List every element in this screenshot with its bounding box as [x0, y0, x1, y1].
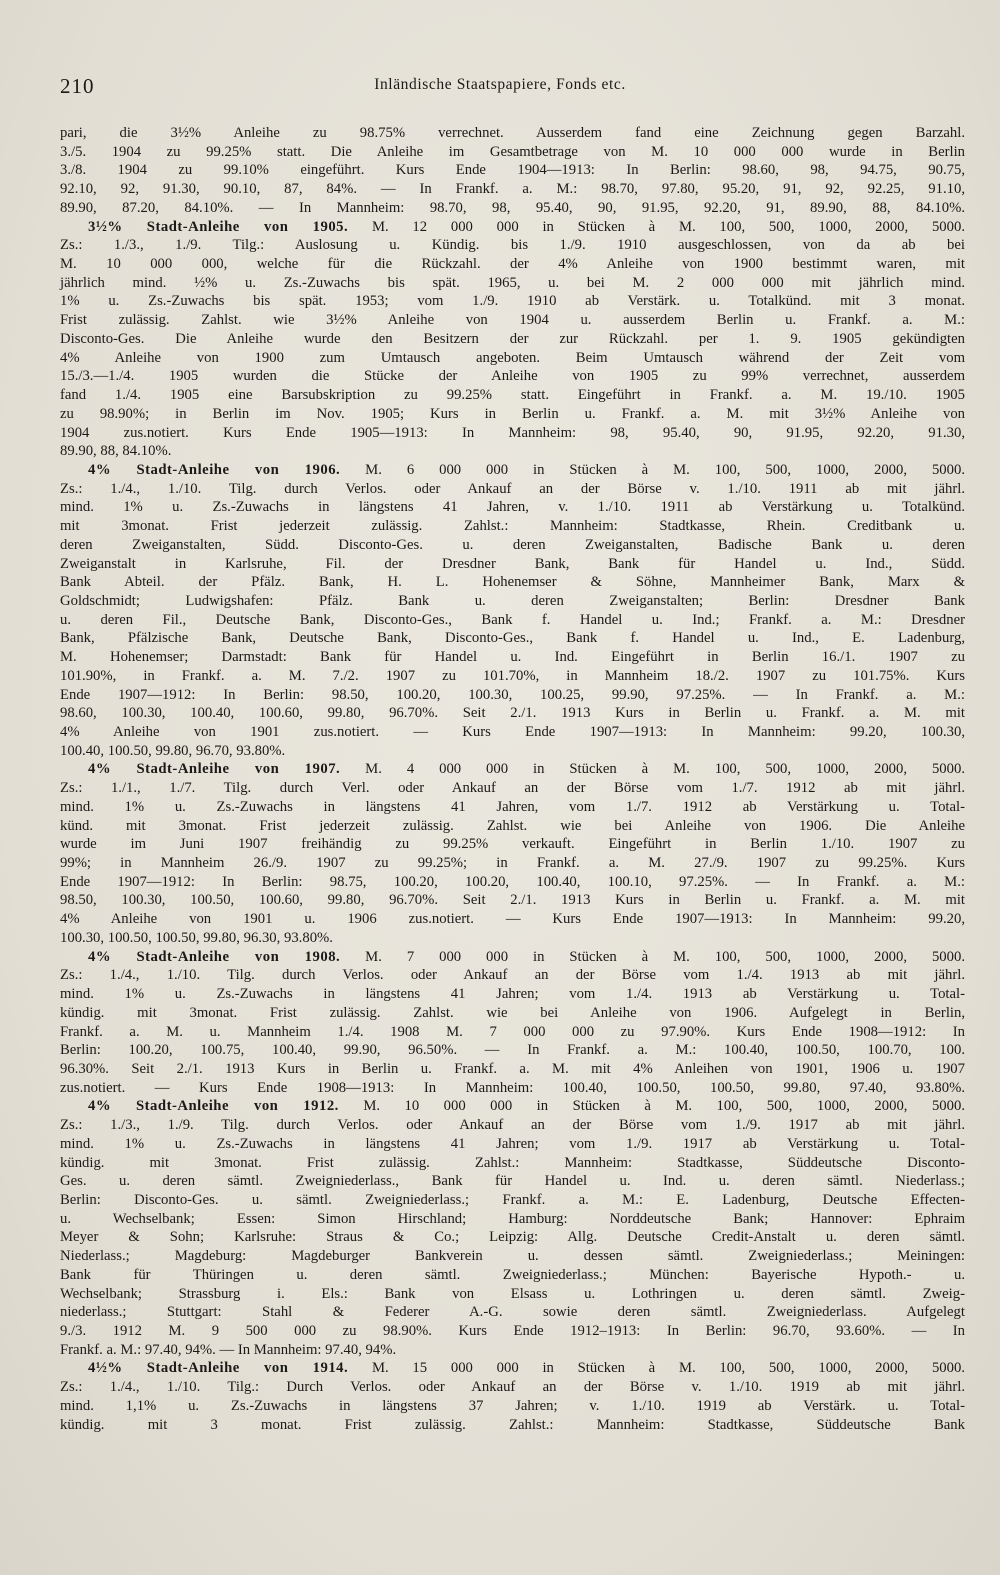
text-line	[60, 1191, 965, 1210]
text-run: deren Zweiganstalten, Südd. Disconto-Ges. u. deren Zweiganstalten, Badische Bank u. deren	[60, 536, 965, 553]
text-run: mind. 1% u. Zs.-Zuwachs in längstens 41 Jahren, v. 1./10. 1911 ab Verstärkung u. Totalkünd.	[60, 499, 965, 516]
text-line	[60, 1397, 965, 1416]
text-line	[60, 817, 965, 836]
text-line	[60, 779, 965, 798]
text-line	[60, 555, 965, 574]
text-line	[60, 1135, 965, 1154]
text-run: mind. 1% u. Zs.-Zuwachs in längstens 41 Jahren; vom 1./4. 1913 ab Verstärkung u. Total-	[60, 986, 965, 1003]
text-run: 4% Anleihe von 1901 zus.notiert. — Kurs Ende 1907—1913: In Mannheim: 99.20, 100.30,	[60, 724, 965, 740]
text-run: M. 15 000 000 in Stücken à M. 100, 500, 1000, 2000, 5000.	[348, 1360, 965, 1377]
text-line	[60, 311, 965, 330]
text-run: Berlin: 100.20, 100.75, 100.40, 99.90, 96.50%. — In Frankf. a. M.: 100.40, 100.50, 100.70, 100.	[60, 1042, 965, 1059]
text-line	[60, 161, 965, 180]
text-line	[60, 1341, 965, 1360]
text-run: 4% Anleihe von 1900 zum Umtausch angeboten. Beim Umtausch während der Zeit vom	[60, 349, 965, 366]
text-run: 4% Anleihe von 1901 u. 1906 zus.notiert. — Kurs Ende 1907—1913: In Mannheim: 99.20,	[60, 911, 965, 928]
text-run: 89.90, 88, 84.10%.	[60, 443, 172, 460]
text-line	[60, 1210, 965, 1229]
text-line	[60, 1041, 965, 1060]
text-run: 92.10, 92, 91.30, 90.10, 87, 84%. — In Frankf. a. M.: 98.70, 97.80, 95.20, 91, 92, 92.25, 91.10,	[60, 181, 965, 198]
text-run: 1% u. Zs.-Zuwachs bis spät. 1953; vom 1./9. 1910 ab Verstärk. u. Totalkünd. mit 3 monat.	[60, 293, 965, 310]
text-line	[60, 929, 965, 948]
loan-heading: 4% Stadt-Anleihe von 1907.	[88, 761, 341, 778]
text-line	[60, 686, 965, 705]
text-line	[60, 742, 965, 761]
loan-heading: 4½% Stadt-Anleihe von 1914.	[88, 1360, 349, 1377]
text-line	[60, 480, 965, 499]
text-line	[60, 1023, 965, 1042]
text-run: M. Hohenemser; Darmstadt: Bank für Handel u. Ind. Eingeführt in Berlin 16./1. 1907 zu	[60, 649, 965, 666]
text-run: mit 3monat. Frist jederzeit zulässig. Zahlst.: Mannheim: Stadtkasse, Rhein. Creditbank u.	[60, 518, 965, 535]
body-text	[60, 124, 965, 1434]
text-run: Disconto-Ges. Die Anleihe wurde den Besitzern der zur Rückzahl. per 1. 9. 1905 gekündigten	[60, 330, 965, 347]
text-line	[60, 330, 965, 349]
text-line	[60, 1079, 965, 1098]
text-run: Ende 1907—1912: In Berlin: 98.50, 100.20, 100.30, 100.25, 99.90, 97.25%. — In Frankf. a. M.:	[60, 686, 965, 703]
text-line	[60, 517, 965, 536]
text-run: 3./5. 1904 zu 99.25% statt. Die Anleihe im Gesamtbetrage von M. 10 000 000 wurde in Berlin	[60, 143, 965, 160]
section-first-line	[60, 461, 965, 480]
text-line	[60, 966, 965, 985]
text-run: wurde im Juni 1907 freihändig zu 99.25% verkauft. Eingeführt in Berlin 1./10. 1907 zu	[60, 836, 965, 853]
text-run: 1904 zus.notiert. Kurs Ende 1905—1913: In Mannheim: 98, 95.40, 90, 91.95, 92.20, 91.30,	[60, 424, 965, 441]
text-run: jährlich mind. ½% u. Zs.-Zuwachs bis spät. 1965, u. bei M. 2 000 000 mit jährlich mind.	[60, 274, 965, 291]
text-line	[60, 143, 965, 162]
text-run: 101.90%, in Frankf. a. M. 7./2. 1907 zu 101.70%, in Mannheim 18./2. 1907 zu 101.75%. Kurs	[60, 667, 965, 684]
text-run: 9./3. 1912 M. 9 500 000 zu 98.90%. Kurs Ende 1912–1913: In Berlin: 96.70, 93.60%. — In	[60, 1323, 965, 1339]
text-run: mind. 1,1% u. Zs.-Zuwachs in längstens 37 Jahren; v. 1./10. 1919 ab Verstärk. u. Total-	[60, 1397, 965, 1414]
running-head: Inländische Staatspapiere, Fonds etc.	[374, 76, 626, 93]
text-run: M. 12 000 000 in Stücken à M. 100, 500, 1000, 2000, 5000.	[348, 218, 965, 235]
text-line	[60, 835, 965, 854]
text-run: 98.50, 100.30, 100.50, 100.60, 99.80, 96.70%. Seit 2./1. 1913 Kurs in Berlin u. Frankf. a. M. mit	[60, 892, 965, 909]
text-run: Frist zulässig. Zahlst. wie 3½% Anleihe von 1904 u. ausserdem Berlin u. Frankf. a. M.:	[60, 312, 965, 329]
text-line	[60, 985, 965, 1004]
section-first-line	[60, 218, 965, 237]
text-run: M. 7 000 000 in Stücken à M. 100, 500, 1000, 2000, 5000.	[340, 948, 965, 965]
text-line	[60, 1172, 965, 1191]
text-run: Zs.: 1./3., 1./9. Tilg. durch Verlos. oder Ankauf an der Börse vom 1./9. 1917 ab mit jährl.	[60, 1117, 965, 1134]
text-run: u. deren Fil., Deutsche Bank, Disconto-Ges., Bank f. Handel u. Ind.; Frankf. a. M.: Dresdner	[60, 611, 965, 628]
text-run: Ende 1907—1912: In Berlin: 98.75, 100.20, 100.20, 100.40, 100.10, 97.25%. — In Frankf. a. M.:	[60, 873, 965, 890]
text-run: Goldschmidt; Ludwigshafen: Pfälz. Bank u. deren Zweiganstalten; Berlin: Dresdner Bank	[60, 592, 965, 609]
text-line	[60, 1303, 965, 1322]
text-line	[60, 180, 965, 199]
text-run: Berlin: Disconto-Ges. u. sämtl. Zweigniederlass.; Frankf. a. M.: E. Ladenburg, Deutsche Effecten-	[60, 1191, 965, 1208]
text-run: Ges. u. deren sämtl. Zweigniederlass., Bank für Handel u. Ind. u. deren sämtl. Niederlass.;	[60, 1173, 965, 1190]
text-line	[60, 611, 965, 630]
text-run: mind. 1% u. Zs.-Zuwachs in längstens 41 Jahren; vom 1./9. 1917 ab Verstärkung u. Total-	[60, 1135, 965, 1152]
text-run: 100.30, 100.50, 100.50, 99.80, 96.30, 93.80%.	[60, 929, 333, 946]
text-run: M. 4 000 000 in Stücken à M. 100, 500, 1000, 2000, 5000.	[340, 761, 965, 778]
text-run: Frankf. a. M. u. Mannheim 1./4. 1908 M. 7 000 000 zu 97.90%. Kurs Ende 1908—1912: In	[60, 1023, 965, 1040]
text-line	[60, 891, 965, 910]
loan-heading: 3½% Stadt-Anleihe von 1905.	[88, 218, 349, 235]
text-run: Zweiganstalt in Karlsruhe, Fil. der Dresdner Bank, Bank für Handel u. Ind., Südd.	[60, 555, 965, 572]
text-run: Wechselbank; Strassburg i. Els.: Bank von Elsass u. Lothringen u. deren sämtl. Zweig-	[60, 1285, 965, 1302]
text-line	[60, 124, 965, 143]
text-run: 3./8. 1904 zu 99.10% eingeführt. Kurs Ende 1904—1913: In Berlin: 98.60, 98, 94.75, 90.75,	[60, 162, 965, 179]
text-line	[60, 1228, 965, 1247]
text-line	[60, 1116, 965, 1135]
text-line	[60, 349, 965, 368]
section-first-line	[60, 760, 965, 779]
text-run: fand 1./4. 1905 eine Barsubskription zu 99.25% statt. Eingeführt in Frankf. a. M. 19./10. 1905	[60, 387, 965, 404]
text-line	[60, 274, 965, 293]
page-header	[60, 74, 940, 98]
text-run: Zs.: 1./4., 1./10. Tilg. durch Verlos. oder Ankauf an der Börse v. 1./10. 1911 ab mit jährl.	[60, 480, 965, 497]
text-line	[60, 1266, 965, 1285]
text-run: 89.90, 87.20, 84.10%. — In Mannheim: 98.70, 98, 95.40, 90, 91.95, 92.20, 91, 89.90, 88, 84.10%.	[60, 199, 965, 216]
text-run: Bank Abteil. der Pfälz. Bank, H. L. Hohenemser & Söhne, Mannheimer Bank, Marx &	[60, 574, 965, 591]
text-line	[60, 424, 965, 443]
loan-heading: 4% Stadt-Anleihe von 1912.	[88, 1098, 339, 1115]
text-run: M. 6 000 000 in Stücken à M. 100, 500, 1000, 2000, 5000.	[340, 461, 965, 478]
text-run: kündig. mit 3monat. Frist zulässig. Zahlst. wie bei Anleihe von 1906. Aufgelegt in Berlin,	[60, 1004, 965, 1021]
text-line	[60, 236, 965, 255]
text-run: Zs.: 1./3., 1./9. Tilg.: Auslosung u. Kündig. bis 1./9. 1910 ausgeschlossen, von da ab bei	[60, 237, 965, 254]
text-line	[60, 573, 965, 592]
page-number: 210	[60, 74, 95, 98]
text-run: künd. mit 3monat. Frist jederzeit zulässig. Zahlst. wie bei Anleihe von 1906. Die Anleihe	[60, 817, 965, 834]
text-run: Meyer & Sohn; Karlsruhe: Straus & Co.; Leipzig: Allg. Deutsche Credit-Anstalt u. deren sämtl.	[60, 1229, 965, 1246]
text-line	[60, 1416, 965, 1435]
text-line	[60, 798, 965, 817]
text-run: Niederlass.; Magdeburg: Magdeburger Bankverein u. dessen sämtl. Zweigniederlass.; Meiningen:	[60, 1248, 965, 1265]
text-run: Frankf. a. M.: 97.40, 94%. — In Mannheim: 97.40, 94%.	[60, 1341, 397, 1358]
text-line	[60, 292, 965, 311]
text-line	[60, 723, 965, 742]
text-line	[60, 199, 965, 218]
text-line	[60, 255, 965, 274]
text-run: Zs.: 1./4., 1./10. Tilg. durch Verlos. oder Ankauf an der Börse vom 1./4. 1913 ab mit jährl.	[60, 967, 965, 984]
text-line	[60, 405, 965, 424]
text-run: 96.30%. Seit 2./1. 1913 Kurs in Berlin u. Frankf. a. M. mit 4% Anleihen von 1901, 1906 u. 1907	[60, 1060, 965, 1077]
text-run: Zs.: 1./4., 1./10. Tilg.: Durch Verlos. oder Ankauf an der Börse v. 1./10. 1919 ab mit jährl.	[60, 1379, 965, 1396]
text-line	[60, 386, 965, 405]
text-run: 99%; in Mannheim 26./9. 1907 zu 99.25%; in Frankf. a. M. 27./9. 1907 zu 99.25%. Kurs	[60, 855, 965, 872]
text-run: 15./3.—1./4. 1905 wurden die Stücke der Anleihe von 1905 zu 99% verrechnet, ausserdem	[60, 368, 965, 385]
text-run: zu 98.90%; in Berlin im Nov. 1905; Kurs in Berlin u. Frankf. a. M. mit 3½% Anleihe von	[60, 405, 965, 422]
text-line	[60, 367, 965, 386]
loan-heading: 4% Stadt-Anleihe von 1908.	[88, 948, 341, 965]
text-line	[60, 1322, 965, 1341]
text-run: M. 10 000 000 in Stücken à M. 100, 500, 1000, 2000, 5000.	[338, 1098, 965, 1115]
text-line	[60, 648, 965, 667]
text-run: Zs.: 1./1., 1./7. Tilg. durch Verl. oder Ankauf an der Börse vom 1./7. 1912 ab mit jährl.	[60, 780, 965, 797]
text-line	[60, 1004, 965, 1023]
text-run: Bank für Thüringen u. deren sämtl. Zweigniederlass.; München: Bayerische Hypoth.- u.	[60, 1266, 965, 1283]
loan-heading: 4% Stadt-Anleihe von 1906.	[88, 461, 341, 478]
text-run: mind. 1% u. Zs.-Zuwachs in längstens 41 Jahren, vom 1./7. 1912 ab Verstärkung u. Total-	[60, 798, 965, 815]
text-run: M. 10 000 000, welche für die Rückzahl. der 4% Anleihe von 1900 bestimmt waren, mit	[60, 256, 965, 273]
text-line	[60, 854, 965, 873]
text-run: kündig. mit 3monat. Frist zulässig. Zahlst.: Mannheim: Stadtkasse, Süddeutsche Disconto-	[60, 1154, 965, 1171]
text-run: 98.60, 100.30, 100.40, 100.60, 99.80, 96.70%. Seit 2./1. 1913 Kurs in Berlin u. Frankf. a. M. mit	[60, 705, 965, 722]
text-line	[60, 1285, 965, 1304]
text-run: niederlass.; Stuttgart: Stahl & Federer A.-G. sowie deren sämtl. Zweigniederlass. Aufgelegt	[60, 1304, 965, 1321]
section-first-line	[60, 1359, 965, 1378]
text-line	[60, 667, 965, 686]
text-line	[60, 1154, 965, 1173]
text-line	[60, 498, 965, 517]
text-line	[60, 592, 965, 611]
text-line	[60, 442, 965, 461]
section-first-line	[60, 1097, 965, 1116]
text-line	[60, 873, 965, 892]
text-run: Bank, Pfälzische Bank, Deutsche Bank, Disconto-Ges., Bank f. Handel u. Ind., E. Ladenburg,	[60, 630, 965, 647]
text-run: 100.40, 100.50, 99.80, 96.70, 93.80%.	[60, 742, 286, 759]
section-first-line	[60, 948, 965, 967]
text-run: kündig. mit 3 monat. Frist zulässig. Zahlst.: Mannheim: Stadtkasse, Süddeutsche Bank	[60, 1416, 965, 1433]
text-line	[60, 910, 965, 929]
text-line	[60, 1378, 965, 1397]
text-line	[60, 1247, 965, 1266]
text-run: zus.notiert. — Kurs Ende 1908—1913: In Mannheim: 100.40, 100.50, 100.50, 99.80, 97.40, 93.80%.	[60, 1079, 965, 1096]
text-line	[60, 1060, 965, 1079]
text-line	[60, 536, 965, 555]
text-run: pari, die 3½% Anleihe zu 98.75% verrechnet. Ausserdem fand eine Zeichnung gegen Barzahl.	[60, 125, 965, 141]
text-run: u. Wechselbank; Essen: Simon Hirschland; Hamburg: Norddeutsche Bank; Hannover: Ephraim	[60, 1210, 965, 1227]
text-line	[60, 629, 965, 648]
text-line	[60, 704, 965, 723]
